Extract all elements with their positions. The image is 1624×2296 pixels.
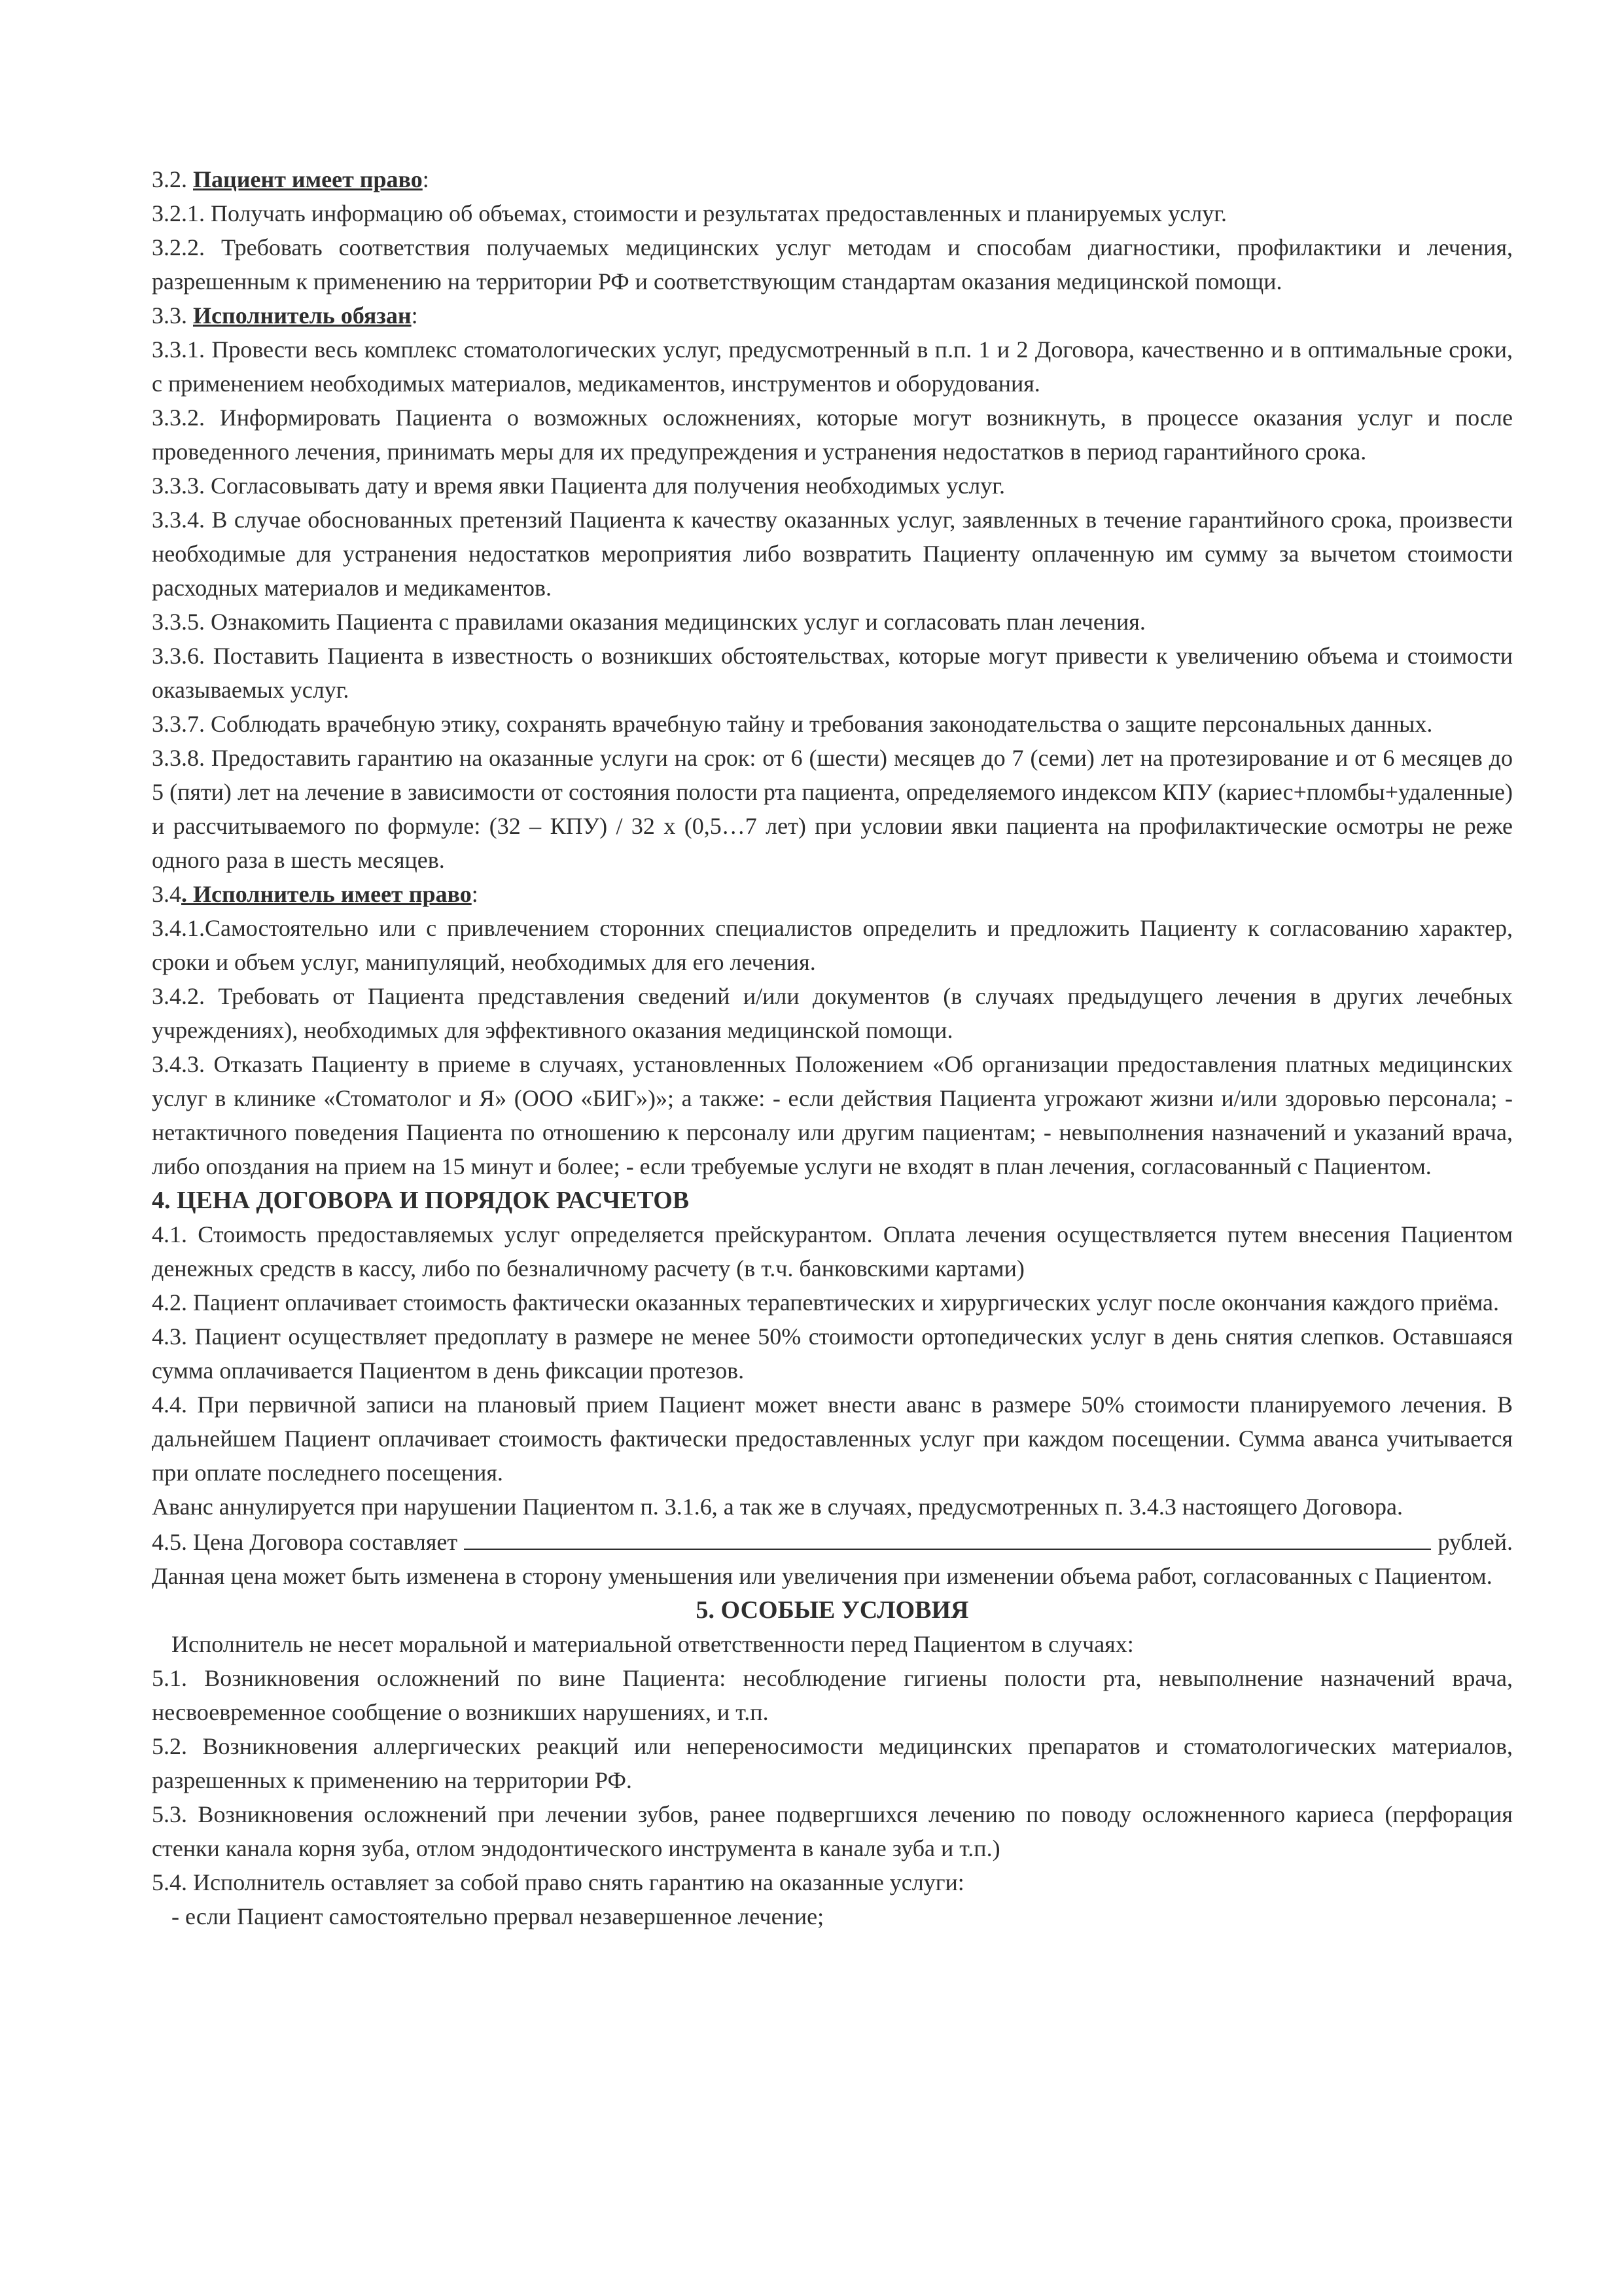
clause-4-4-advance: Аванс аннулируется при нарушении Пациентом п. 3.1.6, а так же в случаях, предусмотренных п. 3.4.3 настоящего Договора.: [152, 1494, 1403, 1520]
clause-4-5-note: Данная цена может быть изменена в сторону уменьшения или увеличения при изменении объема работ, согласованных с Пациентом.: [152, 1563, 1492, 1589]
section-4-heading: 4. ЦЕНА ДОГОВОРА И ПОРЯДОК РАСЧЕТОВ: [152, 1187, 690, 1214]
section-number: 3.3.: [152, 302, 193, 329]
section-number: 3.2.: [152, 166, 193, 192]
clause-3-4-3: 3.4.3. Отказать Пациенту в приеме в случаях, установленных Положением «Об организации предоставления платных медицинских услуг в клинике «Стоматолог и Я» (ООО «БИГ»)»; а также: - если действия Пациента угрожают жизни и/или здоровью персонала; - нетактичного поведения Пациента по отношению к персоналу или другим пациентам; - невыполнения назначений и указаний врача, либо опоздания на прием на 15 минут и более; - если требуемые услуги не входят в план лечения, согласованный с Пациентом.: [152, 1051, 1513, 1179]
price-blank-line[interactable]: [464, 1524, 1431, 1550]
clause-3-3-1: 3.3.1. Провести весь комплекс стоматологических услуг, предусмотренный в п.п. 1 и 2 Договора, качественно и в оптимальные сроки, с применением необходимых материалов, медикаментов, инструментов и оборудования.: [152, 336, 1513, 397]
section-3-3-heading: [152, 298, 1513, 332]
section-colon: :: [471, 881, 478, 907]
clause-3-3-6: 3.3.6. Поставить Пациента в известность о возникших обстоятельствах, которые могут привести к увеличению объема и стоимости оказываемых услуг.: [152, 643, 1513, 703]
clause-3-4-1: 3.4.1.Самостоятельно или с привлечением сторонних специалистов определить и предложить Пациенту к согласованию характер, сроки и объем услуг, манипуляций, необходимых для его лечения.: [152, 915, 1513, 975]
section-5-intro: Исполнитель не несет моральной и материальной ответственности перед Пациентом в случаях:: [171, 1631, 1134, 1657]
price-label: 4.5. Цена Договора составляет: [152, 1529, 458, 1555]
section-5-heading: 5. ОСОБЫЕ УСЛОВИЯ: [696, 1596, 969, 1624]
section-3-2-heading: [152, 162, 1513, 196]
section-title: Пациент имеет право: [193, 166, 423, 192]
clause-5-3: 5.3. Возникновения осложнений при лечении зубов, ранее подвергшихся лечению по поводу осложненного кариеса (перфорация стенки канала корня зуба, отлом эндодонтического инструмента в канале зуба и т.п.): [152, 1801, 1513, 1861]
clause-3-2-1: 3.2.1. Получать информацию об объемах, стоимости и результатах предоставленных и планируемых услуг.: [152, 200, 1227, 226]
price-currency: рублей.: [1438, 1529, 1513, 1555]
clause-3-3-3: 3.3.3. Согласовывать дату и время явки Пациента для получения необходимых услуг.: [152, 473, 1005, 499]
section-number: 3.4: [152, 881, 181, 907]
section-title: . Исполнитель имеет право: [181, 881, 472, 907]
clause-4-4: 4.4. При первичной записи на плановый прием Пациент может внести аванс в размере 50% стоимости планируемого лечения. В дальнейшем Пациент оплачивает стоимость фактически предоставленных услуг при каждом посещении. Сумма аванса учитывается при оплате последнего посещения.: [152, 1391, 1513, 1486]
section-3-4-heading: [152, 877, 1513, 911]
clause-3-3-2: 3.3.2. Информировать Пациента о возможных осложнениях, которые могут возникнуть, в процессе оказания услуг и после проведенного лечения, принимать меры для их предупреждения и устранения недостатков в период гарантийного срока.: [152, 404, 1513, 465]
section-colon: :: [422, 166, 429, 192]
clause-3-2-2: 3.2.2. Требовать соответствия получаемых медицинских услуг методам и способам диагностики, профилактики и лечения, разрешенным к применению на территории РФ и соответствующим стандартам оказания медицинской помощи.: [152, 234, 1513, 295]
clause-5-4-item: - если Пациент самостоятельно прервал незавершенное лечение;: [171, 1903, 824, 1929]
clause-5-1: 5.1. Возникновения осложнений по вине Пациента: несоблюдение гигиены полости рта, невыполнение назначений врача, несвоевременное сообщение о возникших нарушениях, и т.п.: [152, 1665, 1513, 1725]
clause-3-4-2: 3.4.2. Требовать от Пациента представления сведений и/или документов (в случаях предыдущего лечения в других лечебных учреждениях), необходимых для эффективного оказания медицинской помощи.: [152, 983, 1513, 1043]
clause-3-3-5: 3.3.5. Ознакомить Пациента с правилами оказания медицинских услуг и согласовать план лечения.: [152, 609, 1146, 635]
clause-4-5: [152, 1524, 1513, 1559]
clause-5-2: 5.2. Возникновения аллергических реакций или непереносимости медицинских препаратов и стоматологических материалов, разрешенных к применению на территории РФ.: [152, 1733, 1513, 1793]
clause-4-3: 4.3. Пациент осуществляет предоплату в размере не менее 50% стоимости ортопедических услуг в день снятия слепков. Оставшаяся сумма оплачивается Пациентом в день фиксации протезов.: [152, 1323, 1513, 1384]
document-page: [152, 162, 1513, 1933]
clause-3-3-4: 3.3.4. В случае обоснованных претензий Пациента к качеству оказанных услуг, заявленных в течение гарантийного срока, произвести необходимые для устранения недостатков мероприятия либо возвратить Пациенту оплаченную им сумму за вычетом стоимости расходных материалов и медикаментов.: [152, 507, 1513, 601]
section-title: Исполнитель обязан: [193, 302, 412, 329]
clause-5-4: 5.4. Исполнитель оставляет за собой право снять гарантию на оказанные услуги:: [152, 1869, 964, 1895]
clause-4-2: 4.2. Пациент оплачивает стоимость фактически оказанных терапевтических и хирургических услуг после окончания каждого приёма.: [152, 1289, 1499, 1316]
clause-3-3-7: 3.3.7. Соблюдать врачебную этику, сохранять врачебную тайну и требования законодательства о защите персональных данных.: [152, 711, 1433, 737]
clause-4-1: 4.1. Стоимость предоставляемых услуг определяется прейскурантом. Оплата лечения осуществляется путем внесения Пациентом денежных средств в кассу, либо по безналичному расчету (в т.ч. банковскими картами): [152, 1221, 1513, 1282]
clause-3-3-8: 3.3.8. Предоставить гарантию на оказанные услуги на срок: от 6 (шести) месяцев до 7 (семи) лет на протезирование и от 6 месяцев до 5 (пяти) лет на лечение в зависимости от состояния полости рта пациента, определяемого индексом КПУ (кариес+пломбы+удаленные) и рассчитываемого по формуле: (32 – КПУ) / 32 х (0,5…7 лет) при условии явки пациента на профилактические осмотры не реже одного раза в шесть месяцев.: [152, 745, 1513, 873]
section-colon: :: [411, 302, 418, 329]
